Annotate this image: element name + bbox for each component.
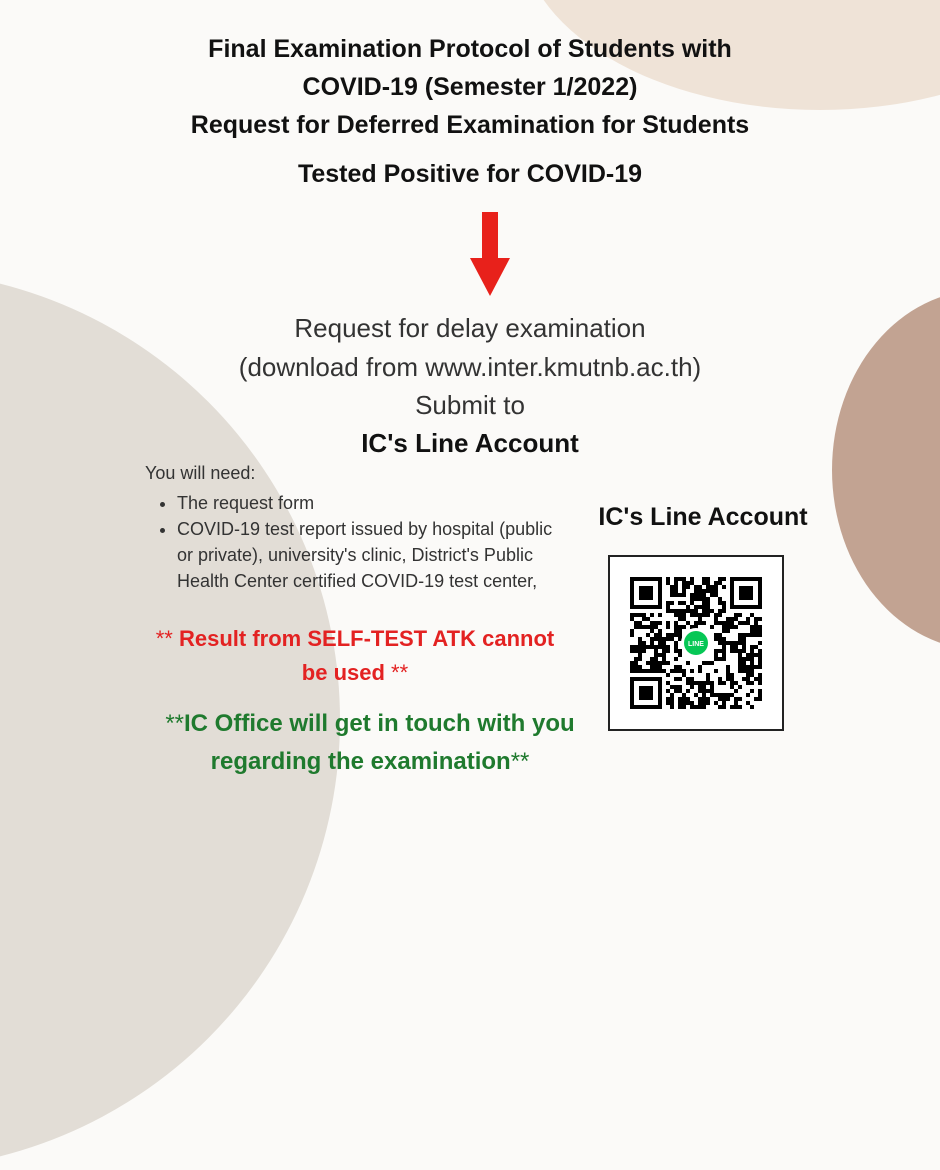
note-suffix: ** [510,748,530,775]
qr-finder-bottom-left [630,677,662,709]
note-text: IC Office will get in touch with you regarding the examination [184,710,575,775]
note-prefix: ** [165,710,184,737]
request-line-3: Submit to [415,390,525,420]
requirement-item: • COVID-19 test report issued by hospital (public or private), university's clinic, District's Public Health Center certified COVID-19 test center, [177,516,565,594]
decorative-blob-right [832,290,940,650]
request-line-1: Request for delay examination [294,313,646,343]
line-account-title: IC's Line Account [598,503,808,531]
page-title [0,30,940,144]
requirements-list [145,490,565,594]
requirements-block [145,460,565,594]
warning-prefix: ** [155,626,179,651]
download-link-text[interactable]: (download from www.inter.kmutnb.ac.th) [238,352,702,382]
qr-finder-top-left [630,577,662,609]
down-arrow-icon [470,212,510,298]
qr-code-icon[interactable] [630,577,762,709]
qr-code-frame[interactable] [608,555,784,731]
qr-finder-top-right [730,577,762,609]
self-test-warning [140,622,570,690]
request-line-4: IC's Line Account [361,428,579,458]
subtitle: Tested Positive for COVID-19 [297,160,643,188]
office-contact-note [120,705,620,781]
title-line-3: Request for Deferred Examination for Students [190,111,750,139]
line-badge-text: LINE [688,641,704,648]
requirement-item: • The request form [177,490,565,516]
title-line-1: Final Examination Protocol of Students with [208,35,732,63]
title-line-2: COVID-19 (Semester 1/2022) [302,73,638,101]
requirements-intro: You will need: [145,463,256,483]
warning-suffix: ** [384,660,409,685]
line-logo-icon [681,628,711,658]
warning-text: Result from SELF-TEST ATK cannot be used [179,626,555,685]
